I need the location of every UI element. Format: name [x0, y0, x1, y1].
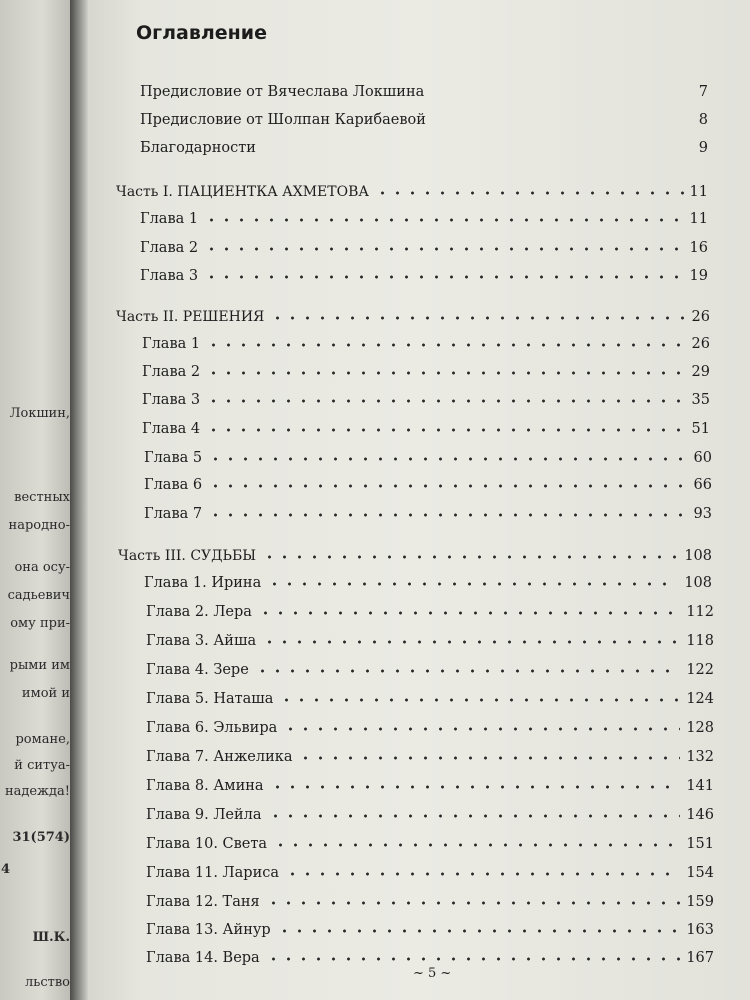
- toc-entry-label: Предисловие от Шолпан Карибаевой: [140, 112, 426, 128]
- toc-entry-label: Глава 7. Анжелика: [146, 749, 293, 765]
- dot-leader: [298, 754, 680, 762]
- toc-entry-label: Глава 2: [142, 364, 201, 380]
- toc-entry-page: 35: [691, 392, 710, 408]
- dot-leader: [206, 426, 685, 434]
- dot-leader: [267, 580, 678, 588]
- dot-leader: [262, 553, 678, 561]
- toc-entry-label: Глава 8. Амина: [146, 778, 264, 794]
- toc-chapter-entry[interactable]: [146, 799, 714, 823]
- toc-entry-label: Глава 2: [140, 240, 199, 256]
- toc-chapter-entry[interactable]: [146, 683, 714, 707]
- left-page-line: льство: [25, 975, 70, 990]
- toc-chapter-entry[interactable]: [146, 857, 714, 881]
- toc-chapter-entry[interactable]: [146, 712, 714, 736]
- toc-part-entry[interactable]: [118, 540, 712, 564]
- toc-entry-page: 16: [689, 240, 708, 256]
- adjacent-left-page: [0, 0, 70, 1000]
- toc-chapter-entry[interactable]: [142, 356, 710, 380]
- dot-leader: [204, 273, 683, 281]
- page-title: Оглавление: [136, 22, 267, 44]
- dot-leader: [204, 245, 683, 253]
- dot-leader: [266, 899, 681, 907]
- toc-entry-page: 108: [684, 548, 712, 564]
- toc-entry-label: Глава 10. Света: [146, 836, 268, 852]
- toc-chapter-entry[interactable]: [144, 498, 712, 522]
- toc-entry-label: Часть III. СУДЬБЫ: [118, 548, 257, 564]
- dot-leader: [273, 841, 680, 849]
- left-page-line: рыми им: [9, 658, 70, 673]
- toc-page: [88, 0, 750, 1000]
- toc-entry-label: Глава 3: [140, 268, 199, 284]
- toc-entry-page: 146: [686, 807, 714, 823]
- toc-part-entry[interactable]: [116, 301, 710, 325]
- toc-entry-label: Часть I. ПАЦИЕНТКА АХМЕТОВА: [116, 184, 369, 200]
- toc-entry-page: 141: [686, 778, 714, 794]
- toc-chapter-entry[interactable]: [142, 413, 710, 437]
- page-number: ~ 5 ~: [413, 966, 452, 981]
- book-spine: [70, 0, 88, 1000]
- toc-chapter-entry[interactable]: [146, 770, 714, 794]
- toc-entry-label: Предисловие от Вячеслава Локшина: [140, 84, 425, 100]
- toc-entry-label: Глава 5: [144, 450, 203, 466]
- toc-entry[interactable]: [140, 132, 708, 156]
- dot-leader: [262, 638, 680, 646]
- dot-leader: [206, 341, 685, 349]
- toc-entry-label: Глава 1. Ирина: [144, 575, 262, 591]
- dot-leader: [270, 783, 681, 791]
- toc-entry[interactable]: [140, 104, 708, 128]
- dot-leader: [283, 725, 680, 733]
- toc-entry-page: 124: [686, 691, 714, 707]
- toc-entry-page: 29: [691, 364, 710, 380]
- toc-entry-label: Глава 3: [142, 392, 201, 408]
- toc-entry-label: Глава 1: [140, 211, 199, 227]
- toc-part-entry[interactable]: [116, 176, 708, 200]
- toc-entry-label: Благодарности: [140, 140, 256, 156]
- dot-leader: [375, 189, 684, 197]
- toc-entry-label: Глава 6. Эльвира: [146, 720, 278, 736]
- left-page-line: народно-: [8, 518, 70, 533]
- toc-entry-label: Глава 14. Вера: [146, 950, 260, 966]
- left-page-line: ому при-: [10, 616, 70, 631]
- toc-entry-label: Глава 3. Айша: [146, 633, 257, 649]
- toc-chapter-entry[interactable]: [140, 203, 708, 227]
- toc-chapter-entry[interactable]: [146, 654, 714, 678]
- toc-entry-page: 11: [689, 184, 708, 200]
- toc-entry-page: 132: [686, 749, 714, 765]
- toc-entry-label: Глава 13. Айнур: [146, 922, 271, 938]
- dot-leader: [268, 812, 681, 820]
- toc-entry-page: 60: [693, 450, 712, 466]
- dot-leader: [208, 455, 687, 463]
- toc-entry-label: Глава 6: [144, 477, 203, 493]
- toc-entry-page: 93: [693, 506, 712, 522]
- toc-chapter-entry[interactable]: [142, 328, 710, 352]
- toc-entry-page: 51: [691, 421, 710, 437]
- toc-entry-label: Глава 1: [142, 336, 201, 352]
- toc-entry-label: Глава 4: [142, 421, 201, 437]
- toc-entry-page: 26: [691, 336, 710, 352]
- toc-chapter-entry[interactable]: [146, 942, 714, 966]
- dot-leader: [208, 511, 687, 519]
- toc-entry-page: 159: [686, 894, 714, 910]
- dot-leader: [285, 870, 680, 878]
- toc-entry-label: Часть II. РЕШЕНИЯ: [116, 309, 265, 325]
- dot-leader: [206, 397, 685, 405]
- toc-entry-label: Глава 4. Зере: [146, 662, 249, 678]
- toc-chapter-entry[interactable]: [146, 625, 714, 649]
- toc-chapter-entry[interactable]: [144, 567, 712, 591]
- toc-chapter-entry[interactable]: [146, 828, 714, 852]
- left-page-line: романе,: [15, 732, 70, 747]
- toc-entry-page: 154: [686, 865, 714, 881]
- toc-entry-page: 128: [686, 720, 714, 736]
- toc-chapter-entry[interactable]: [144, 469, 712, 493]
- toc-entry-page: 118: [686, 633, 714, 649]
- toc-entry-label: Глава 12. Таня: [146, 894, 260, 910]
- toc-entry-page: 11: [689, 211, 708, 227]
- toc-entry-label: Глава 5. Наташа: [146, 691, 274, 707]
- toc-entry-label: Глава 11. Лариса: [146, 865, 279, 881]
- left-page-line: вестных: [14, 490, 70, 505]
- toc-chapter-entry[interactable]: [140, 260, 708, 284]
- left-page-line: й ситуа-: [14, 758, 70, 773]
- dot-leader: [266, 955, 681, 963]
- left-page-line: имой и: [21, 686, 70, 701]
- left-page-line: надежда!: [4, 784, 70, 799]
- toc-entry-page: 66: [693, 477, 712, 493]
- toc-entry-page: 19: [689, 268, 708, 284]
- dot-leader: [270, 314, 685, 322]
- toc-entry-page: 163: [686, 922, 714, 938]
- left-page-line: 4: [0, 862, 10, 877]
- toc-entry-page: 7: [698, 84, 708, 100]
- toc-entry-page: 108: [684, 575, 712, 591]
- toc-chapter-entry[interactable]: [146, 886, 714, 910]
- toc-entry-page: 9: [698, 140, 708, 156]
- dot-leader: [279, 696, 680, 704]
- toc-chapter-entry[interactable]: [146, 914, 714, 938]
- toc-chapter-entry[interactable]: [144, 442, 712, 466]
- left-page-line: она осу-: [14, 560, 70, 575]
- toc-entry-page: 167: [686, 950, 714, 966]
- dot-leader: [204, 216, 683, 224]
- dot-leader: [255, 667, 681, 675]
- dot-leader: [277, 927, 681, 935]
- toc-entry-page: 112: [686, 604, 714, 620]
- toc-entry-page: 8: [698, 112, 708, 128]
- toc-entry-label: Глава 7: [144, 506, 203, 522]
- left-page-line: Локшин,: [9, 406, 70, 421]
- dot-leader: [258, 609, 680, 617]
- dot-leader: [208, 482, 687, 490]
- left-page-line: Ш.К.: [32, 930, 70, 945]
- toc-entry-page: 151: [686, 836, 714, 852]
- toc-chapter-entry[interactable]: [142, 384, 710, 408]
- toc-chapter-entry[interactable]: [140, 232, 708, 256]
- toc-chapter-entry[interactable]: [146, 596, 714, 620]
- toc-entry-label: Глава 2. Лера: [146, 604, 252, 620]
- toc-entry-label: Глава 9. Лейла: [146, 807, 262, 823]
- dot-leader: [206, 369, 685, 377]
- left-page-line: садьевич: [7, 588, 70, 603]
- left-page-line: 31(574): [12, 830, 70, 845]
- toc-entry-page: 122: [686, 662, 714, 678]
- toc-entry-page: 26: [691, 309, 710, 325]
- toc-chapter-entry[interactable]: [146, 741, 714, 765]
- toc-entry[interactable]: [140, 76, 708, 100]
